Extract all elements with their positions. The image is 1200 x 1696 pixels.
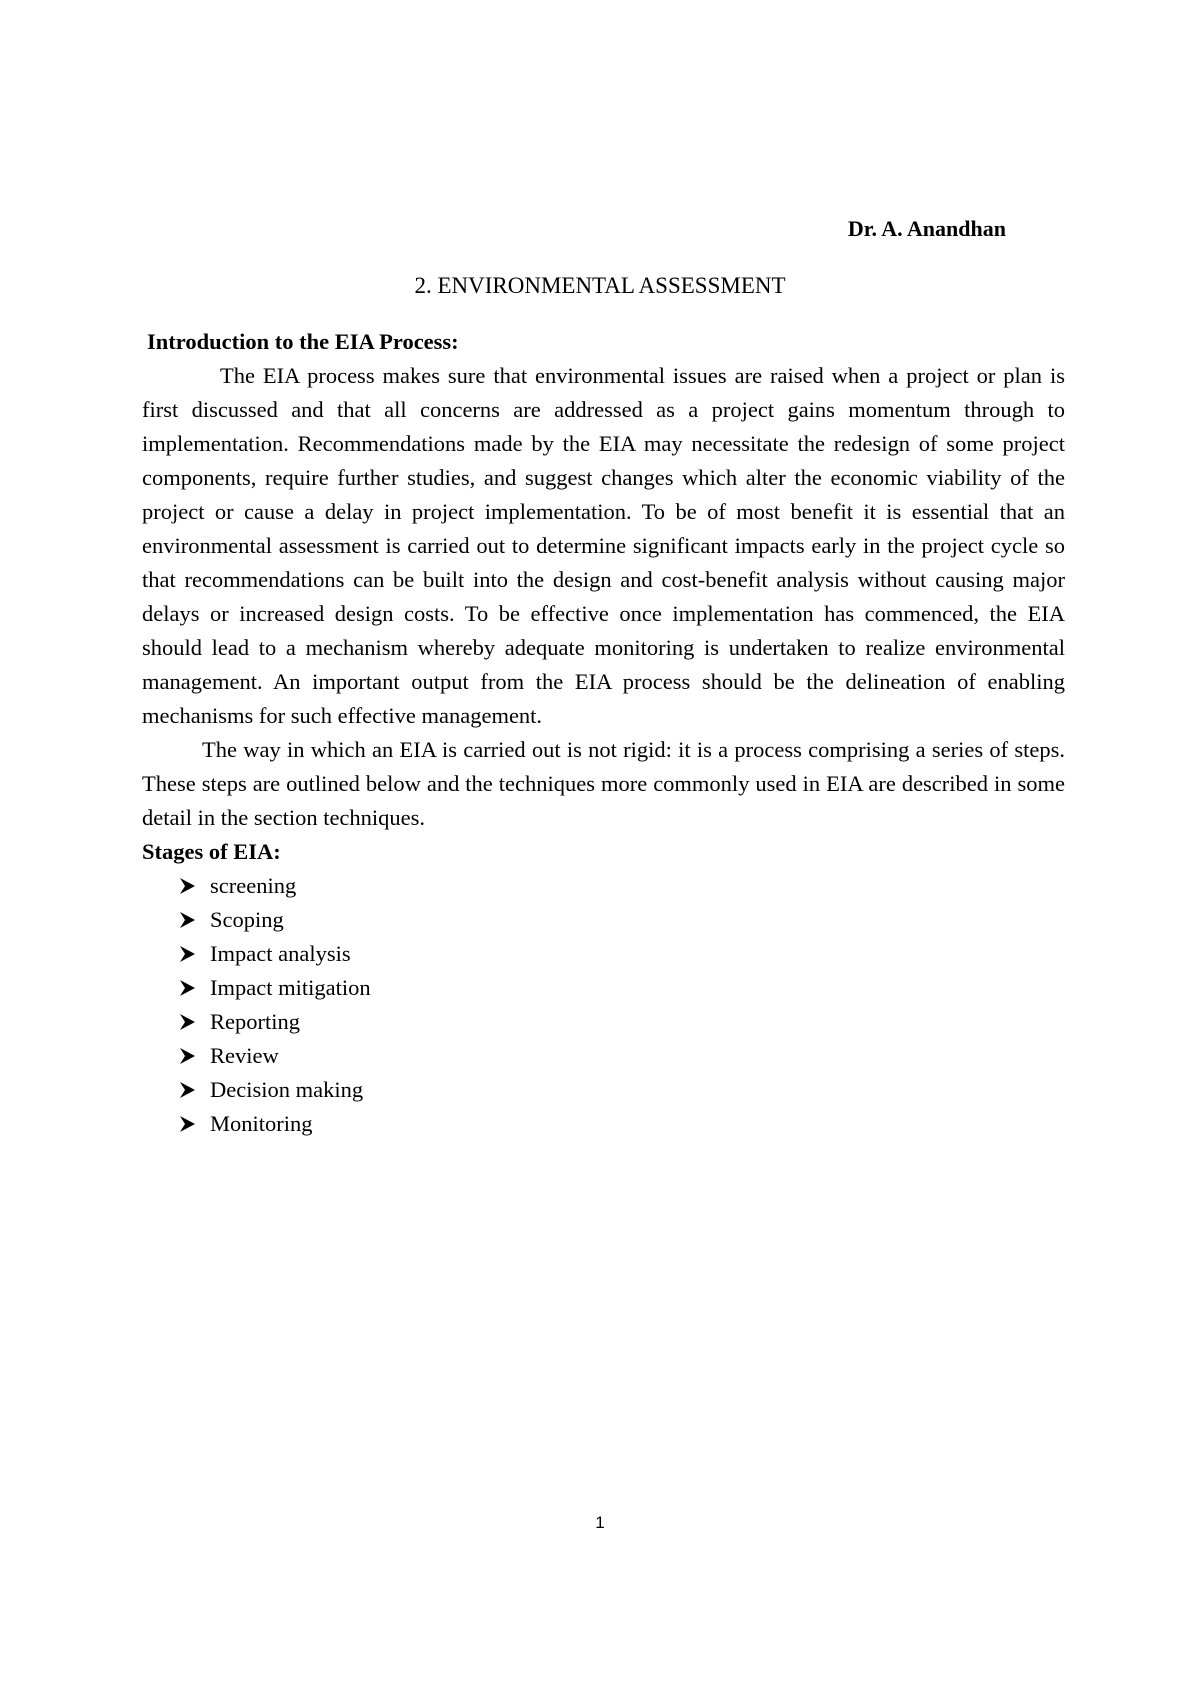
arrowhead-bullet-icon (178, 1047, 196, 1065)
arrowhead-bullet-icon (178, 979, 196, 997)
arrowhead-bullet-icon (178, 911, 196, 929)
list-item (178, 869, 1065, 903)
list-item (178, 1005, 1065, 1039)
stage-label: Monitoring (210, 1111, 313, 1136)
list-item (178, 903, 1065, 937)
stage-label: Scoping (210, 907, 284, 932)
stages-heading: Stages of EIA: (142, 839, 281, 864)
list-item (178, 1107, 1065, 1141)
stage-label: Reporting (210, 1009, 300, 1034)
intro-heading: Introduction to the EIA Process: (147, 329, 459, 354)
stage-label: Impact analysis (210, 941, 351, 966)
stage-label: Impact mitigation (210, 975, 371, 1000)
arrowhead-bullet-icon (178, 877, 196, 895)
list-item (178, 937, 1065, 971)
list-item (178, 1073, 1065, 1107)
arrowhead-bullet-icon (178, 1115, 196, 1133)
page-number: 1 (595, 1513, 605, 1532)
author-name: Dr. A. Anandhan (847, 216, 1006, 241)
stages-list (142, 869, 1065, 1141)
list-item (178, 971, 1065, 1005)
arrowhead-bullet-icon (178, 1013, 196, 1031)
stage-label: Review (210, 1043, 279, 1068)
list-item (178, 1039, 1065, 1073)
body-content (142, 325, 1065, 1141)
arrowhead-bullet-icon (178, 945, 196, 963)
paragraph: The EIA process makes sure that environmental issues are raised when a project or plan is first discussed and that all concerns are addressed as a project gains momentum through to implementation. Recommendations made by the EIA may necessitate the redesign of some project components, require further studies, and suggest changes which alter the economic viability of the project or cause a delay in project implementation. To be of most benefit it is essential that an environmental assessment is carried out to determine significant impacts early in the project cycle so that recommendations can be built into the design and cost-benefit analysis without causing major delays or increased design costs. To be effective once implementation has commenced, the EIA should lead to a mechanism whereby adequate monitoring is undertaken to realize environmental management. An important output from the EIA process should be the delineation of enabling mechanisms for such effective management. (142, 363, 1065, 728)
arrowhead-bullet-icon (178, 1081, 196, 1099)
stage-label: Decision making (210, 1077, 364, 1102)
paragraph: The way in which an EIA is carried out is not rigid: it is a process comprising a series of steps. These steps are outlined below and the techniques more commonly used in EIA are described in some detail in the section techniques. (142, 737, 1065, 830)
stage-label: screening (210, 873, 297, 898)
chapter-title: 2. ENVIRONMENTAL ASSESSMENT (414, 273, 786, 298)
